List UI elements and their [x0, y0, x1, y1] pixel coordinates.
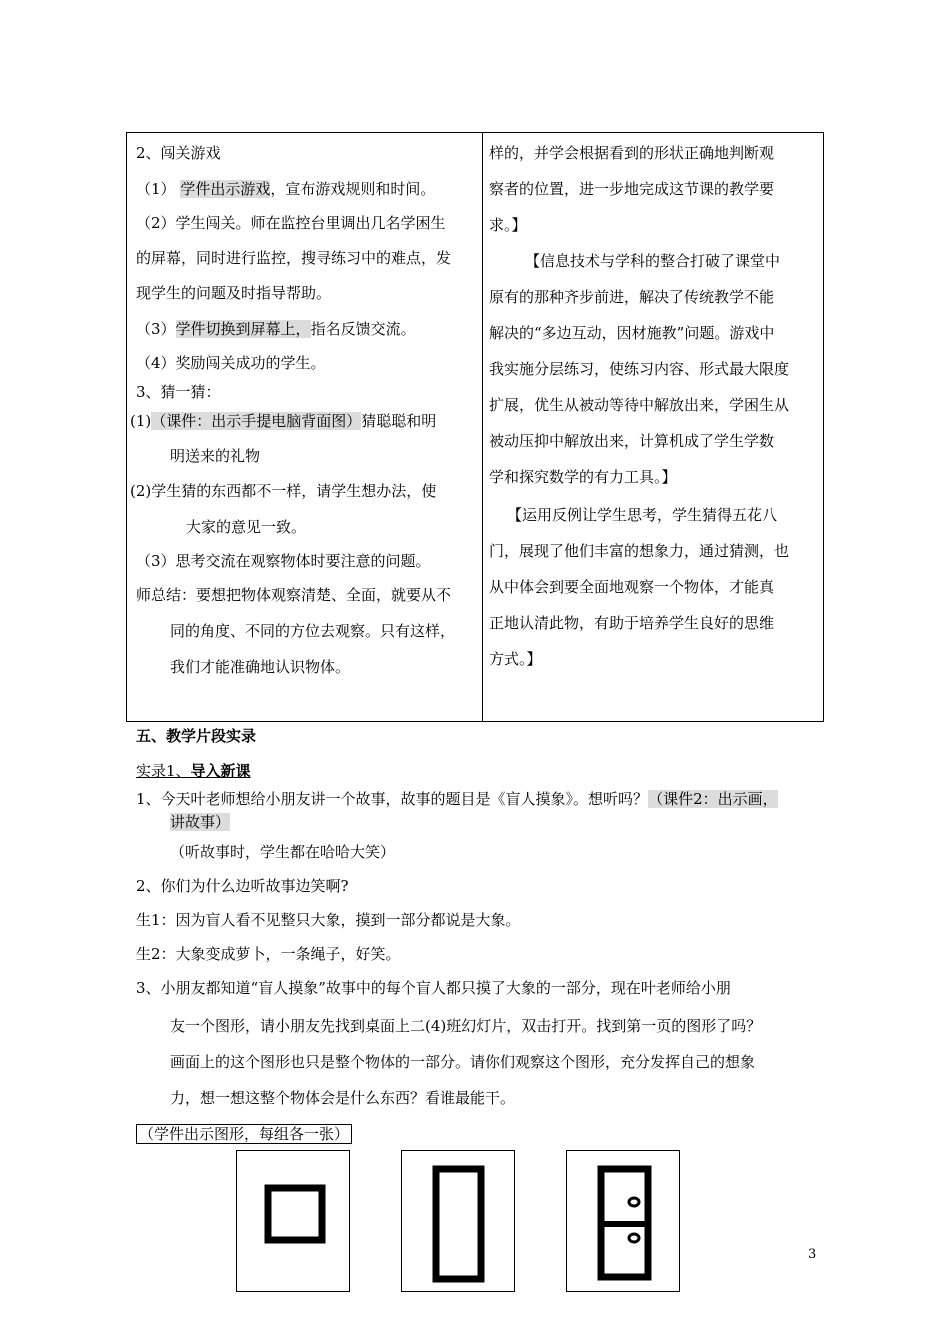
square-shape-figure	[236, 1150, 350, 1292]
door-shape-figure	[566, 1150, 680, 1292]
paragraph: 友一个图形，请小朋友先找到桌面上二(4)班幻灯片，双击打开。找到第一页的图形了吗？	[170, 1017, 762, 1035]
left-line: 3、猜一猜：	[136, 383, 221, 401]
lesson-table	[126, 132, 824, 722]
right-line: 被动压抑中解放出来，计算机成了学生学数	[489, 432, 775, 450]
paragraph: 1、今天叶老师想给小朋友讲一个故事，故事的题目是《盲人摸象》。想听吗？（课件2：出示画，	[136, 790, 778, 808]
paragraph: 生2：大象变成萝卜，一条绳子，好笑。	[136, 945, 401, 963]
paragraph: 画面上的这个图形也只是整个物体的一部分。请你们观察这个图形，充分发挥自己的想象	[170, 1053, 756, 1071]
right-line: 【运用反例让学生思考，学生猜得五花八	[507, 506, 778, 524]
left-line: （2）学生闯关。师在监控台里调出几名学困生	[136, 214, 446, 232]
square-shape-icon	[237, 1151, 349, 1291]
figure-caption: （学件出示图形，每组各一张）	[136, 1124, 826, 1144]
left-line: （3）思考交流在观察物体时要注意的问题。	[136, 552, 431, 570]
right-line: 样的，并学会根据看到的形状正确地判断观	[489, 144, 775, 162]
paragraph: 力，想一想这整个物体会是什么东西？看谁最能干。	[170, 1089, 516, 1107]
paragraph: 生1：因为盲人看不见整只大象，摸到一部分都说是大象。	[136, 911, 521, 929]
left-line: 同的角度、不同的方位去观察。只有这样，	[170, 622, 456, 640]
left-line: 大家的意见一致。	[186, 518, 307, 536]
section-heading: 五、教学片段实录	[136, 727, 257, 745]
right-line: 求。】	[489, 216, 527, 234]
right-line: 门，展现了他们丰富的想象力，通过猜测，也	[489, 542, 790, 560]
paragraph: （听故事时，学生都在哈哈大笑）	[170, 843, 396, 861]
right-line: 学和探究数学的有力工具。】	[489, 468, 677, 486]
right-line: 我实施分层练习，使练习内容、形式最大限度	[489, 360, 790, 378]
left-line: (2)学生猜的东西都不一样，请学生想办法，使	[130, 482, 437, 500]
right-line: 扩展，优生从被动等待中解放出来，学困生从	[489, 396, 790, 414]
column-divider	[482, 133, 483, 721]
right-line: 察者的位置，进一步地完成这节课的教学要	[489, 180, 775, 198]
right-line: 方式。】	[489, 650, 542, 668]
right-line: 正地认清此物，有助于培养学生良好的思维	[489, 614, 775, 632]
left-line: (1)（课件：出示手提电脑背面图）猜聪聪和明	[130, 412, 437, 430]
page-number: 3	[808, 1247, 817, 1262]
tall-rectangle-figure	[401, 1150, 515, 1292]
right-line: 解决的“多边互动，因材施教”问题。游戏中	[489, 324, 775, 342]
tall-rectangle-icon	[402, 1151, 514, 1291]
left-line: 师总结：要想把物体观察清楚、全面，就要从不	[136, 586, 452, 604]
left-line: 现学生的问题及时指导帮助。	[136, 284, 332, 302]
door-shape-icon	[567, 1151, 679, 1291]
left-line: （1） 学件出示游戏，宣布游戏规则和时间。	[136, 180, 436, 198]
paragraph: 讲故事）	[170, 813, 231, 831]
left-line: 明送来的礼物	[170, 447, 261, 465]
left-line: （3）学件切换到屏幕上，指名反馈交流。	[136, 320, 416, 338]
left-line: 我们才能准确地认识物体。	[170, 658, 351, 676]
right-line: 原有的那种齐步前进，解决了传统教学不能	[489, 288, 775, 306]
paragraph: 2、你们为什么边听故事边笑啊?	[136, 877, 349, 895]
left-line: 的屏幕，同时进行监控，搜寻练习中的难点，发	[136, 249, 452, 267]
left-line: （4）奖励闯关成功的学生。	[136, 354, 326, 372]
paragraph: 3、小朋友都知道“盲人摸象”故事中的每个盲人都只摸了大象的一部分，现在叶老师给小朋	[136, 979, 731, 997]
left-line: 2、闯关游戏	[136, 144, 221, 162]
right-line: 从中体会到要全面地观察一个物体，才能真	[489, 578, 775, 596]
right-line: 【信息技术与学科的整合打破了课堂中	[525, 252, 781, 270]
section-subheading: 实录1、导入新课	[136, 762, 251, 780]
